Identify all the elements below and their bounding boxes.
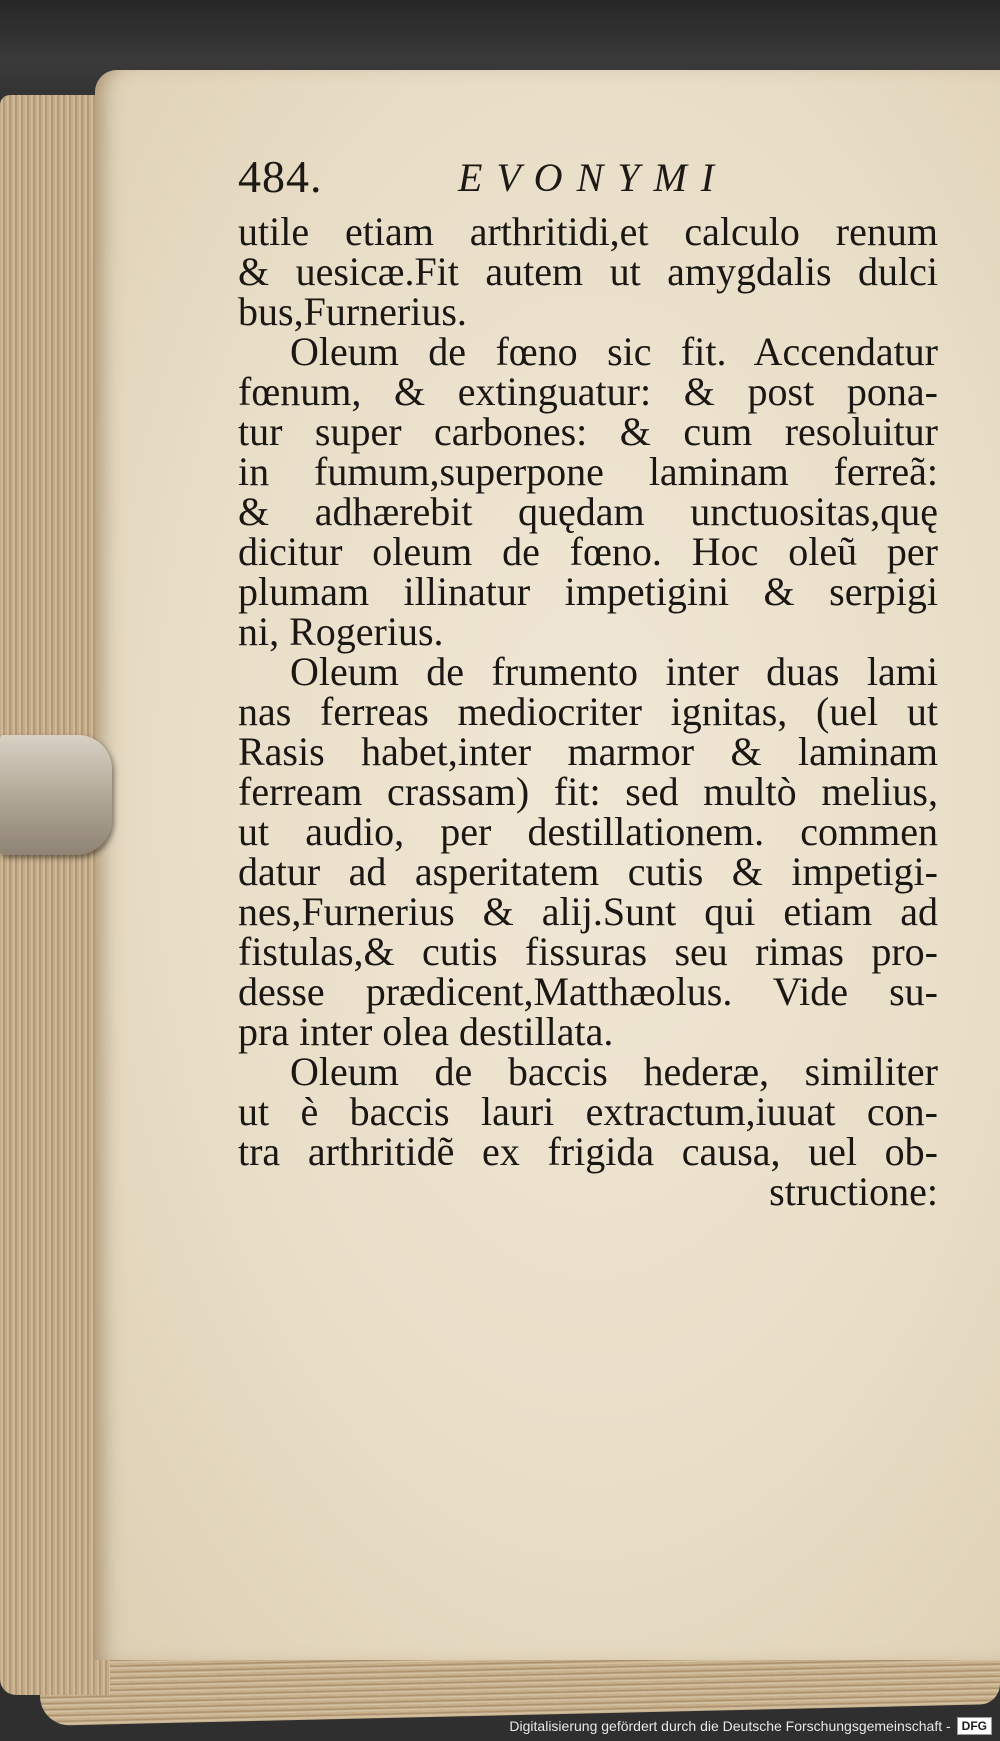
text-line: pra inter olea destillata.: [238, 1009, 614, 1054]
text-line: ferream crassam) fit: sed multò melius,: [238, 769, 938, 814]
text-line: bus,Furnerius.: [238, 289, 467, 334]
paragraph-start-line: Oleum de fœno sic fit. Accendatur: [290, 329, 938, 374]
text-line: nes,Furnerius & alij.Sunt qui etiam ad: [238, 889, 938, 934]
text-line: & uesicæ.Fit autem ut amygdalis dulci: [238, 249, 938, 294]
text-line: ni, Rogerius.: [238, 609, 444, 654]
text-line: plumam illinatur impetigini & serpigi: [238, 569, 938, 614]
text-line: Rasis habet,inter marmor & laminam: [238, 729, 938, 774]
book-page-edges: [0, 95, 110, 1695]
running-head: EVONYMI: [458, 155, 729, 200]
text-line: structione:: [769, 1169, 938, 1214]
page-header: [238, 150, 938, 210]
text-line: datur ad asperitatem cutis & impetigi-: [238, 849, 938, 894]
text-line: fistulas,& cutis fissuras seu rimas pro-: [238, 929, 938, 974]
dfg-logo: DFG: [957, 1717, 992, 1735]
text-line: dicitur oleum de fœno. Hoc oleũ per: [238, 529, 938, 574]
paragraph-start-line: Oleum de frumento inter duas lami: [290, 649, 938, 694]
text-line: ut è baccis lauri extractum,iuuat con-: [238, 1089, 938, 1134]
text-line: in fumum,superpone laminam ferreã:: [238, 449, 938, 494]
text-line: utile etiam arthritidi,et calculo renum: [238, 209, 938, 254]
text-line: nas ferreas mediocriter ignitas, (uel ut: [238, 689, 938, 734]
text-line: & adhærebit quędam unctuositas,quę: [238, 489, 938, 534]
page-clip: [0, 735, 112, 855]
text-line: tur super carbones: & cum resoluitur: [238, 409, 938, 454]
body-text: [238, 209, 938, 1214]
paragraph-start-line: Oleum de baccis hederæ, similiter: [290, 1049, 938, 1094]
footer-credit: Digitalisierung gefördert durch die Deutsche Forschungsgemeinschaft -: [509, 1718, 951, 1734]
text-line: tra arthritidẽ ex frigida causa, uel ob-: [238, 1129, 938, 1174]
page-number: 484.: [238, 151, 323, 202]
text-line: ut audio, per destillationem. commen: [238, 809, 938, 854]
text-line: fœnum, & extinguatur: & post pona-: [238, 369, 938, 414]
digitization-footer: [509, 1717, 992, 1735]
text-line: desse prædicent,Matthæolus. Vide su-: [238, 969, 938, 1014]
